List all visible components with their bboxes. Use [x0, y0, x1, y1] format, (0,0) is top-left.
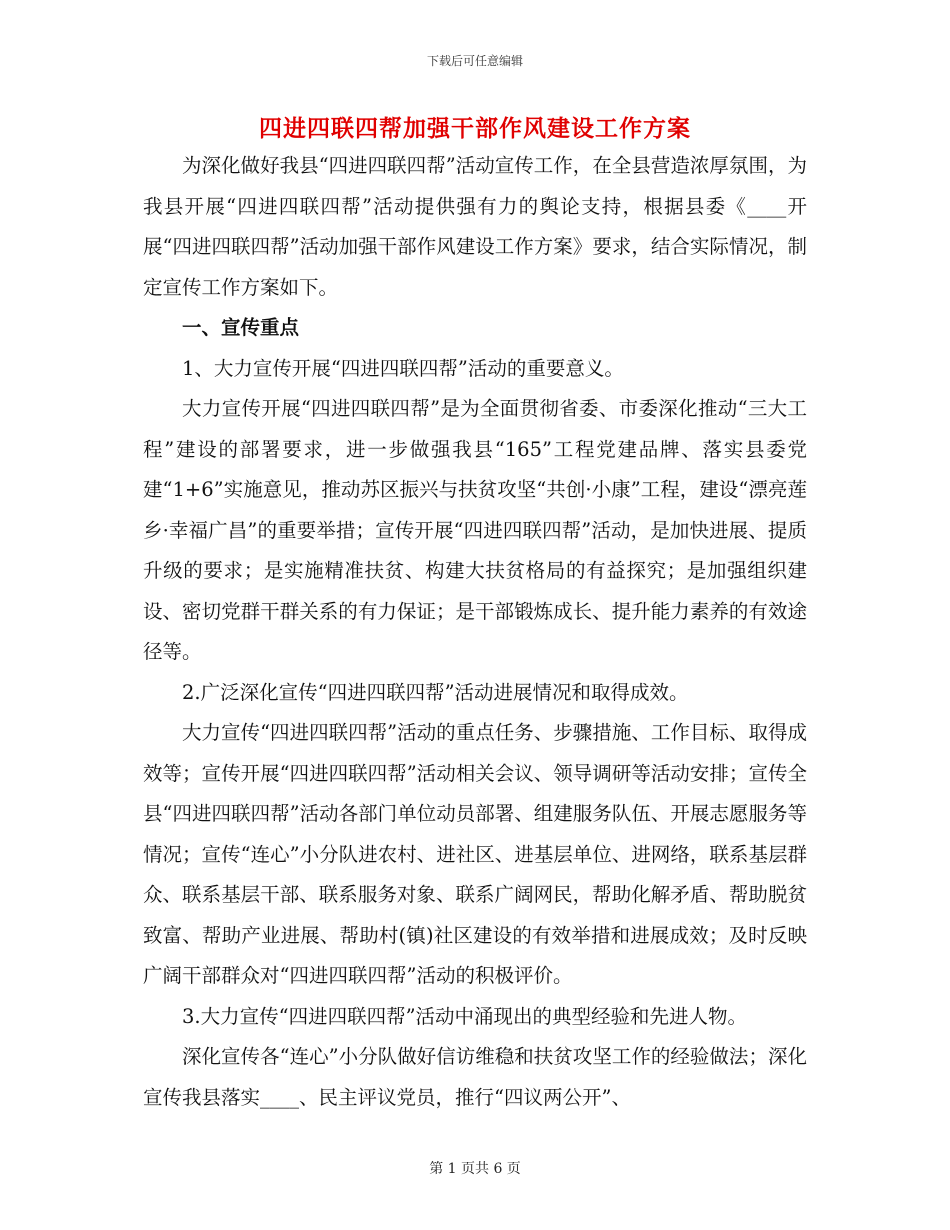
paragraph-item-1: 大力宣传开展“四进四联四帮”是为全面贯彻省委、市委深化推动“三大工程”建设的部署要求，进一步做强我县“165”工程党建品牌、落实县委党建“1+6”实施意见，推动苏区振兴与扶贫攻坚“共创·小康”工程，建设“漂亮莲乡·幸福广昌”的重要举措；宣传开展“四进四联四帮”活动，是加快进展、提质升级的要求；是实施精准扶贫、构建大扶贫格局的有益探究；是加强组织建设、密切党群干群关系的有力保证；是干部锻炼成长、提升能力素养的有效途径等。 [143, 397, 807, 663]
section-heading: 一、宣传重点 [182, 316, 300, 339]
paragraph-item-3: 深化宣传各“连心”小分队做好信访维稳和扶贫攻坚工作的经验做法；深化宣传我县落实____、民主评议党员，推行“四议两公开”、 [143, 1045, 807, 1109]
document-title: 四进四联四帮加强干部作风建设工作方案 [259, 115, 691, 142]
document-body [143, 146, 807, 1118]
item-heading-1: 1、大力宣传开展“四进四联四帮”活动的重要意义。 [182, 356, 624, 380]
paragraph-item-2: 大力宣传“四进四联四帮”活动的重点任务、步骤措施、工作目标、取得成效等；宣传开展“四进四联四帮”活动相关会议、领导调研等活动安排；宣传全县“四进四联四帮”活动各部门单位动员部署、组建服务队伍、开展志愿服务等情况；宣传“连心”小分队进农村、进社区、进基层单位、进网络，联系基层群众、联系基层干部、联系服务对象、联系广阔网民，帮助化解矛盾、帮助脱贫致富、帮助产业进展、帮助村(镇)社区建设的有效举措和进展成效；及时反映广阔干部群众对“四进四联四帮”活动的积极评价。 [143, 721, 807, 987]
page-footer: 第 1 页共 6 页 [429, 1161, 521, 1177]
item-heading-3: 3.大力宣传“四进四联四帮”活动中涌现出的典型经验和先进人物。 [182, 1004, 748, 1028]
item-heading-2: 2.广泛深化宣传“四进四联四帮”活动进展情况和取得成效。 [182, 680, 689, 704]
page-header: 下载后可任意编辑 [426, 54, 523, 68]
paragraph-intro: 为深化做好我县“四进四联四帮”活动宣传工作，在全县营造浓厚氛围，为我县开展“四进四联四帮”活动提供强有力的舆论支持，根据县委《____开展“四进四联四帮”活动加强干部作风建设工作方案》要求，结合实际情况，制定宣传工作方案如下。 [143, 154, 807, 299]
